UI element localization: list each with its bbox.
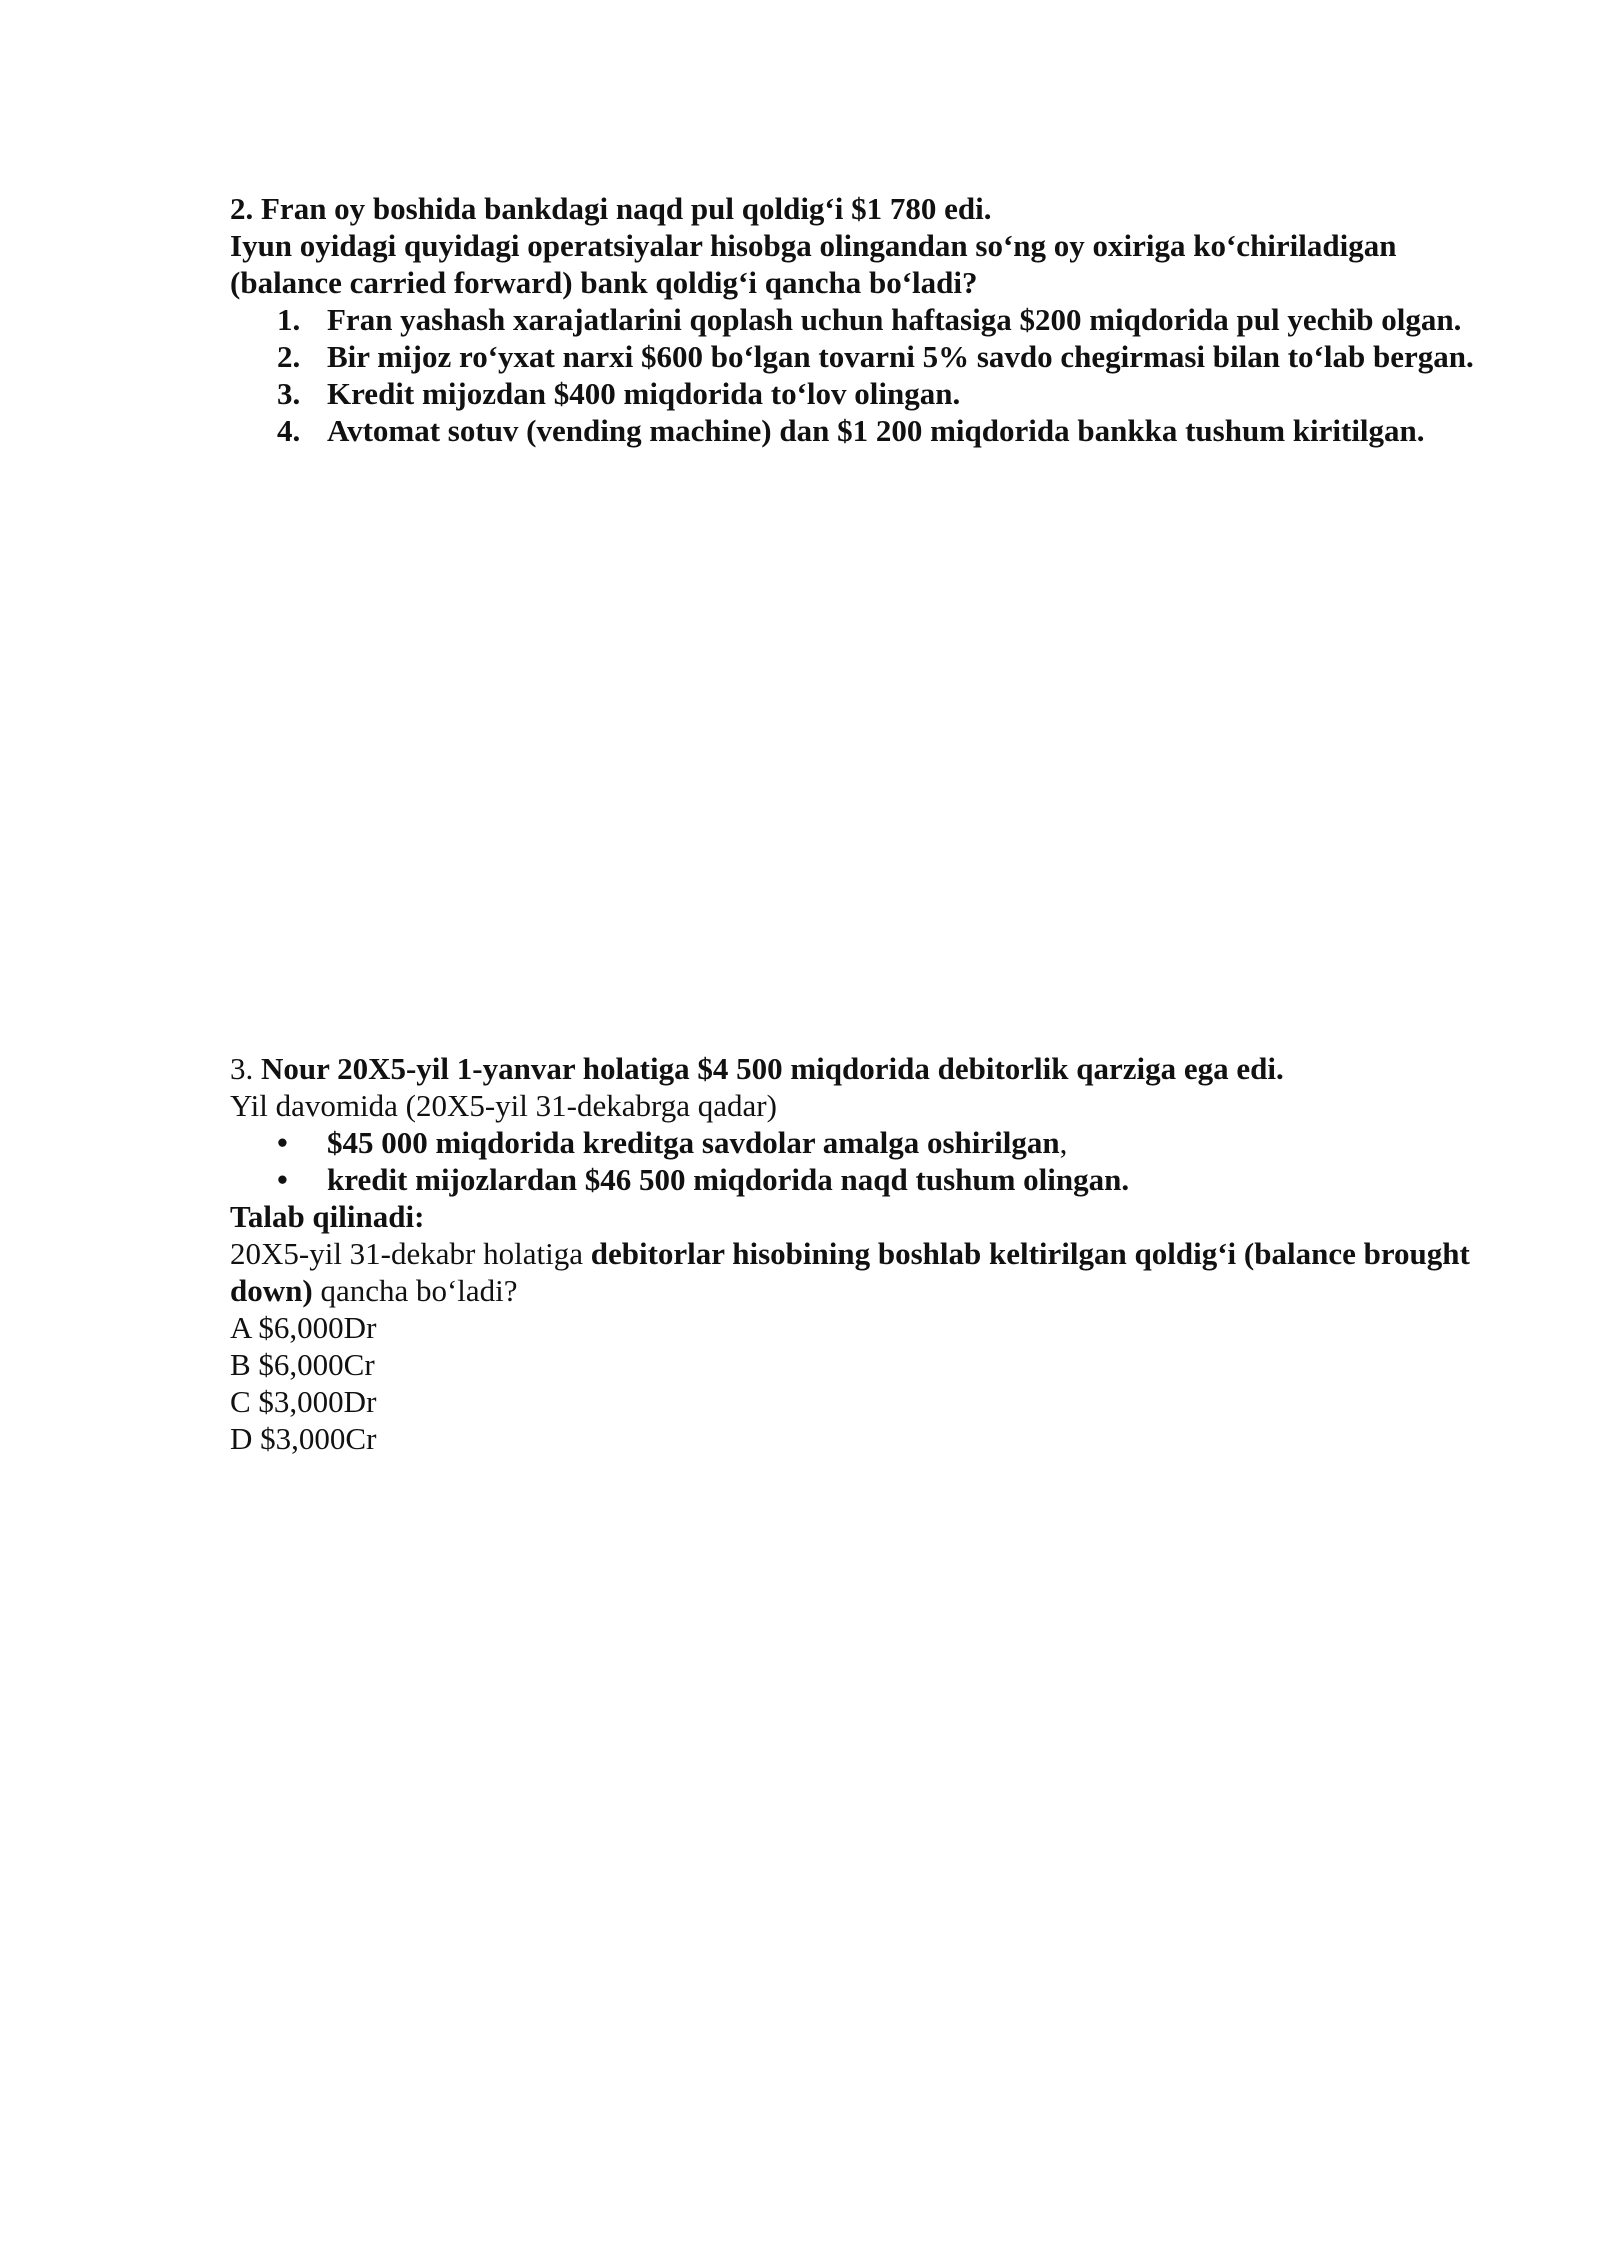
answer-option-d: D $3,000Cr (230, 1421, 377, 1456)
question-bold: debitorlar hisobining boshlab keltirilgan qoldig‘i (balance brought down) (230, 1236, 1470, 1308)
question-2 (230, 190, 1510, 449)
question-3 (230, 1050, 1510, 1457)
question-2-transactions (230, 301, 1510, 449)
item-number: 3. (277, 376, 301, 411)
bullet-text: kredit mijozlardan $46 500 miqdorida naqd tushum olingan. (327, 1162, 1130, 1197)
item-text: Bir mijoz ro‘yxat narxi $600 bo‘lgan tovarni 5% savdo chegirmasi bilan to‘lab bergan. (327, 339, 1474, 374)
question-3-period: Yil davomida (20X5-yil 31-dekabrga qadar) (230, 1088, 777, 1123)
bullet-text-rest: , (1059, 1125, 1068, 1160)
bullet-dot: • (277, 1162, 288, 1197)
question-3-number: 3. (230, 1051, 261, 1086)
item-text: Fran yashash xarajatlarini qoplash uchun haftasiga $200 miqdorida pul yechib olgan. (327, 302, 1462, 337)
question-post: qancha bo‘ladi? (312, 1273, 518, 1308)
question-pre: 20X5-yil 31-dekabr holatiga (230, 1236, 591, 1271)
question-3-heading-text: Nour 20X5-yil 1-yanvar holatiga $4 500 miqdorida debitorlik qarziga ega edi. (261, 1051, 1284, 1086)
question-3-question (230, 1235, 1510, 1309)
transaction-item (230, 301, 1510, 338)
item-number: 2. (277, 339, 301, 374)
transaction-item (230, 375, 1510, 412)
bullet-item (230, 1124, 1510, 1161)
question-3-bullets (230, 1124, 1510, 1198)
item-number: 1. (277, 302, 301, 337)
required-label: Talab qilinadi: (230, 1199, 425, 1234)
bullet-dot: • (277, 1125, 288, 1160)
transaction-item (230, 338, 1510, 375)
answer-option-c: C $3,000Dr (230, 1384, 377, 1419)
bullet-item (230, 1161, 1510, 1198)
question-2-heading: 2. Fran oy boshida bankdagi naqd pul qoldig‘i $1 780 edi. (230, 191, 992, 226)
item-number: 4. (277, 413, 301, 448)
transaction-item (230, 412, 1510, 449)
question-3-heading (230, 1050, 1510, 1087)
question-2-prompt: Iyun oyidagi quyidagi operatsiyalar hisobga olingandan so‘ng oy oxiriga ko‘chiriladigan (balance carried forward) bank qoldig‘i qancha bo‘ladi? (230, 228, 1397, 300)
answer-option-a: A $6,000Dr (230, 1310, 377, 1345)
item-text: Kredit mijozdan $400 miqdorida to‘lov olingan. (327, 376, 961, 411)
item-text: Avtomat sotuv (vending machine) dan $1 200 miqdorida bankka tushum kiritilgan. (327, 413, 1425, 448)
bullet-text: $45 000 miqdorida kreditga savdolar amalga oshirilgan (327, 1125, 1060, 1160)
answer-option-b: B $6,000Cr (230, 1347, 375, 1382)
